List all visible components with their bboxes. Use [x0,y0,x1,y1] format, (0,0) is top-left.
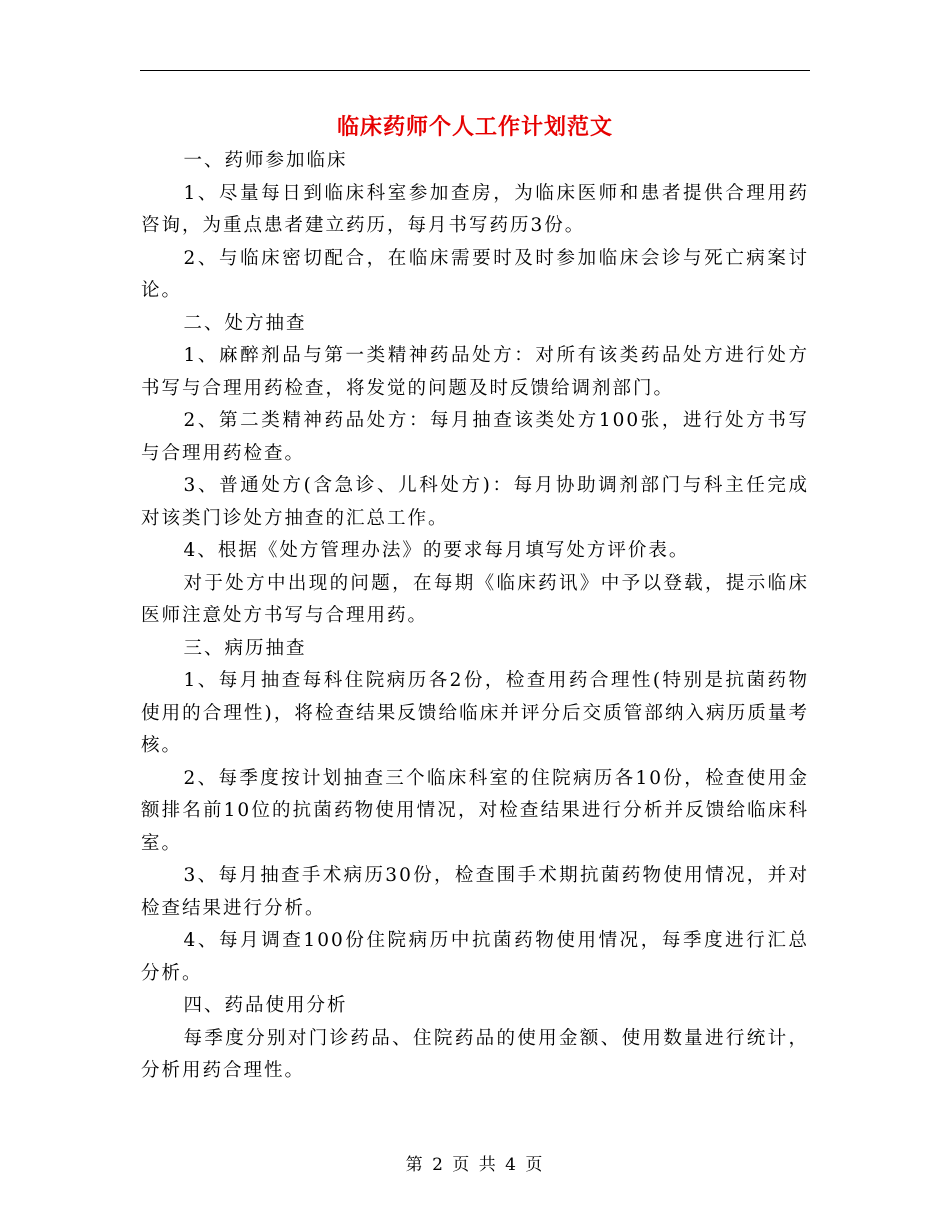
document-title: 临床药师个人工作计划范文 [336,114,613,140]
paragraph: 1、尽量每日到临床科室参加查房，为临床医师和患者提供合理用药咨询，为重点患者建立药历，每月书写药历3份。 [141,182,809,236]
paragraph: 1、每月抽查每科住院病历各2份，检查用药合理性(特别是抗菌药物使用的合理性)，将检查结果反馈给临床并评分后交质管部纳入病历质量考核。 [141,670,809,756]
paragraph: 2、第二类精神药品处方：每月抽查该类处方100张，进行处方书写与合理用药检查。 [141,410,809,464]
paragraph: 3、普通处方(含急诊、儿科处方)：每月协助调剂部门与科主任完成对该类门诊处方抽查的汇总工作。 [141,475,809,529]
page-indicator: 第 2 页 共 4 页 [405,1155,545,1175]
paragraph: 对于处方中出现的问题，在每期《临床药讯》中予以登载，提示临床医师注意处方书写与合理用药。 [141,572,809,626]
paragraph: 2、与临床密切配合，在临床需要时及时参加临床会诊与死亡病案讨论。 [141,247,809,301]
paragraph: 4、根据《处方管理办法》的要求每月填写处方评价表。 [183,540,690,561]
section-heading-1: 一、药师参加临床 [183,150,348,171]
paragraph: 3、每月抽查手术病历30份，检查围手术期抗菌药物使用情况，并对检查结果进行分析。 [141,865,809,919]
document-body [141,145,809,1088]
paragraph: 每季度分别对门诊药品、住院药品的使用金额、使用数量进行统计，分析用药合理性。 [141,1027,809,1081]
section-heading-4: 四、药品使用分析 [183,995,348,1016]
header-rule [140,70,810,71]
paragraph: 4、每月调查100份住院病历中抗菌药物使用情况，每季度进行汇总分析。 [141,930,809,984]
paragraph: 2、每季度按计划抽查三个临床科室的住院病历各10份，检查使用金额排名前10位的抗菌药物使用情况，对检查结果进行分析并反馈给临床科室。 [141,767,809,854]
paragraph: 1、麻醉剂品与第一类精神药品处方：对所有该类药品处方进行处方书写与合理用药检查，将发觉的问题及时反馈给调剂部门。 [141,345,809,399]
section-heading-3: 三、病历抽查 [183,637,307,659]
section-heading-2: 二、处方抽查 [183,312,307,334]
